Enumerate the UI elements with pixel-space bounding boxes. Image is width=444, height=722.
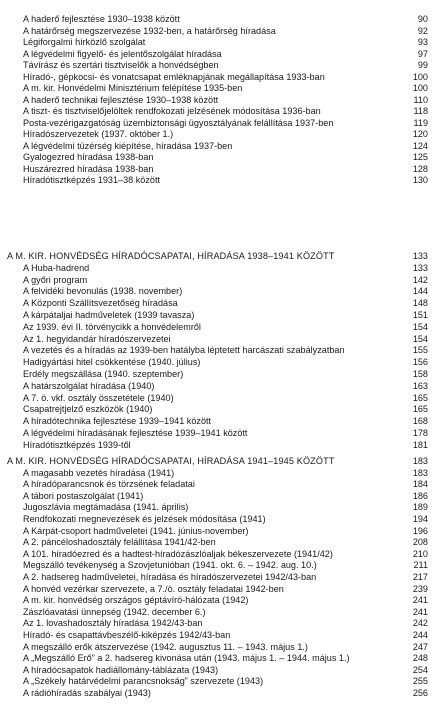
entry-title: A felvidéki bevonulás (1938. november)	[23, 286, 183, 297]
section-heading	[0, 455, 444, 467]
toc-entry	[0, 687, 444, 699]
toc-entry	[0, 641, 444, 653]
entry-page-number: 255	[412, 676, 428, 687]
entry-title: Huszárezred híradása 1938-ban	[23, 163, 154, 174]
entry-page-number: 158	[412, 369, 428, 379]
entry-title: A győri program	[23, 274, 88, 285]
toc-entry	[0, 94, 444, 106]
entry-page-number: 165	[412, 392, 428, 403]
toc-entry	[0, 664, 444, 676]
toc-entry	[0, 571, 444, 583]
toc-entry	[0, 675, 444, 687]
entry-title: A Központi Szállítsvezetőség híradása	[23, 298, 178, 309]
entry-page-number: 124	[412, 140, 428, 151]
section-heading	[0, 250, 444, 262]
entry-page-number: 133	[412, 262, 428, 273]
toc-entry	[0, 321, 444, 333]
entry-title: A határszolgálat híradása (1940)	[23, 380, 155, 391]
toc-entry	[0, 536, 444, 548]
entry-title: Híradótisztképzés 1931–38 között	[23, 175, 160, 185]
toc-entry	[0, 285, 444, 297]
entry-title: A légvédelmi tüzérség kiépítése, híradása 1937-ben	[23, 140, 233, 151]
toc-entry	[0, 25, 444, 37]
entry-title: A híradóparancsnok és törzsének feladatai	[23, 479, 195, 490]
toc-entry	[0, 59, 444, 71]
section-heading-title: A M. KIR. HONVÉDSÉG HÍRADÓCSAPATAI, HÍRADÁSA 1938–1941 KÖZÖTT	[7, 251, 335, 261]
entry-title: Rendfokozati megnevezések és jelzések módosítása (1941)	[23, 514, 266, 524]
entry-page-number: 241	[412, 595, 428, 606]
entry-page-number: 186	[412, 490, 428, 501]
entry-page-number: 97	[417, 48, 428, 59]
toc-entry	[0, 82, 444, 94]
entry-title: A légvédelmi figyelő- és jelentőszolgálat híradása	[23, 48, 222, 59]
entry-page-number: 155	[412, 345, 428, 356]
entry-page-number: 210	[412, 548, 428, 559]
toc-entry	[0, 36, 444, 48]
toc-entry	[0, 617, 444, 629]
toc-entry	[0, 297, 444, 309]
toc-entry	[0, 467, 444, 479]
toc-entry	[0, 105, 444, 117]
entry-title: A honvéd vezérkar szervezete, a 7./ö. osztály feladatai 1942-ben	[23, 583, 284, 594]
section-heading-page-number: 133	[412, 251, 428, 261]
toc-entry	[0, 439, 444, 451]
entry-title: A haderő technikai fejlesztése 1930–1938 között	[23, 94, 219, 105]
toc-entry	[0, 174, 444, 186]
entry-page-number: 151	[412, 310, 428, 320]
entry-page-number: 256	[412, 688, 428, 698]
toc-entry	[0, 606, 444, 618]
entry-title: Erdély megszállása (1940. szeptember)	[23, 369, 184, 379]
entry-title: Híradószervezetek (1937. október 1.)	[23, 129, 174, 139]
entry-page-number: 208	[412, 537, 428, 548]
entry-page-number: 144	[412, 286, 428, 297]
toc-entry	[0, 368, 444, 380]
toc-entry	[0, 594, 444, 606]
entry-page-number: 248	[412, 653, 428, 664]
entry-page-number: 156	[412, 357, 428, 368]
entry-page-number: 148	[412, 298, 428, 309]
entry-title: Híradótisztképzés 1939-től	[23, 439, 131, 450]
entry-title: Híradó-, gépkocsi- és vonatcsapat emléknapjának megállapítása 1933-ban	[23, 71, 325, 82]
entry-page-number: 178	[412, 428, 428, 438]
entry-title: A magasabb vezetés híradása (1941)	[23, 467, 175, 478]
toc-entry	[0, 344, 444, 356]
toc-entry	[0, 652, 444, 664]
entry-page-number: 118	[413, 106, 428, 116]
toc-entry	[0, 559, 444, 571]
entry-title: A 2. páncéloshadosztály felállítása 1941/42-ben	[23, 537, 216, 548]
toc-entry	[0, 380, 444, 392]
entry-title: A vezetés és a híradás az 1939-ben hatályba léptetett harcászati szabályzatban	[23, 345, 345, 356]
entry-title: A megszálló erők átszervezése (1942. augusztus 11. – 1943. május 1.)	[23, 641, 308, 652]
toc-entry	[0, 513, 444, 525]
entry-title: A híradótechnika fejlesztése 1939–1941 között	[23, 416, 212, 427]
entry-page-number: 189	[412, 502, 428, 513]
entry-title: A rádióhíradás szabályai (1943)	[23, 688, 151, 698]
entry-page-number: 184	[412, 479, 428, 490]
toc-entry	[0, 333, 444, 345]
toc-entry	[0, 583, 444, 595]
toc-entry	[0, 13, 444, 25]
section-heading-title: A M. KIR. HONVÉDSÉG HÍRADÓCSAPATAI, HÍRADÁSA 1941–1945 KÖZÖTT	[7, 456, 335, 466]
entry-page-number: 110	[413, 94, 428, 105]
entry-page-number: 194	[412, 514, 428, 524]
toc-entry	[0, 140, 444, 152]
entry-page-number: 247	[412, 641, 428, 652]
entry-page-number: 165	[412, 404, 428, 415]
entry-title: A légvédelmi híradásának fejlesztése 1939–1941 között	[23, 428, 248, 438]
entry-title: A 2. hadsereg hadműveletei, híradása és híradószervezetei 1942/43-ban	[23, 572, 317, 582]
toc-entry	[0, 548, 444, 560]
toc-entry	[0, 403, 444, 415]
entry-title: A tábori postaszolgálat (1941)	[23, 490, 144, 501]
toc-entry	[0, 48, 444, 60]
entry-title: Légiforgalmi hírközlő szolgálat	[23, 37, 146, 47]
entry-page-number: 125	[412, 152, 428, 162]
entry-title: Távírász és szertári tisztviselők a honvédségben	[23, 60, 219, 70]
toc-entry	[0, 427, 444, 439]
entry-page-number: 120	[412, 129, 428, 139]
entry-title: A kárpátaljai hadműveletek (1939 tavasza)	[23, 310, 195, 320]
entry-title: A határőrség megszervezése 1932-ben, a határőrség híradása	[23, 25, 276, 36]
entry-title: Gyalogezred híradása 1938-ban	[23, 152, 154, 162]
toc-entry	[0, 629, 444, 641]
entry-title: A 101. híradóezred és a hadtest-híradózászlóaljak békeszervezete (1941/42)	[23, 548, 333, 559]
entry-page-number: 239	[412, 583, 428, 594]
entry-title: A haderő fejlesztése 1930–1938 között	[23, 14, 180, 24]
toc-entry	[0, 274, 444, 286]
entry-page-number: 130	[412, 175, 428, 185]
entry-title: A híradócsapatok hadiállomány-táblázata (1943)	[23, 664, 219, 675]
toc-entry	[0, 525, 444, 537]
entry-page-number: 99	[417, 60, 428, 70]
entry-title: Az 1. lovashadosztály híradása 1942/43-ban	[23, 618, 203, 629]
toc-entry	[0, 117, 444, 129]
entry-page-number: 254	[412, 664, 428, 675]
entry-title: Posta-vezérigazgatóság üzembiztonsági ügyosztályának felállítása 1937-ben	[23, 117, 334, 128]
entry-page-number: 211	[413, 560, 428, 571]
entry-page-number: 119	[413, 117, 428, 128]
entry-title: A m. kir. Honvédelmi Minisztérium felépítése 1935-ben	[23, 83, 243, 93]
toc-entry	[0, 356, 444, 368]
entry-page-number: 92	[417, 25, 428, 36]
entry-page-number: 183	[412, 467, 428, 478]
entry-title: Megszálló tevékenység a Szovjetunióban (1941. okt. 6. – 1942. aug. 10.)	[23, 560, 317, 571]
entry-page-number: 181	[412, 439, 428, 450]
entry-title: Hadigyártási hitel csökkentése (1940. július)	[23, 357, 201, 368]
entry-title: A 7. ö. vkf. osztály összetétele (1940)	[23, 392, 174, 403]
entry-page-number: 217	[412, 572, 428, 582]
entry-title: A Huba-hadrend	[23, 262, 90, 273]
section-heading-page-number: 183	[412, 456, 428, 466]
entry-page-number: 100	[412, 71, 428, 82]
toc-entry	[0, 309, 444, 321]
toc-entry	[0, 501, 444, 513]
entry-title: A m. kir. honvédség országos géptávíró-hálózata (1942)	[23, 595, 249, 606]
toc-entry	[0, 262, 444, 274]
entry-page-number: 90	[417, 14, 428, 24]
entry-page-number: 128	[412, 163, 428, 174]
entry-page-number: 196	[412, 525, 428, 536]
toc-entry	[0, 128, 444, 140]
entry-page-number: 242	[412, 618, 428, 629]
toc-entry	[0, 415, 444, 427]
entry-page-number: 100	[412, 83, 428, 93]
entry-title: Híradó- és csapattávbeszélő-kiképzés 1942/43-ban	[23, 630, 231, 640]
entry-title: Csapatrejtjelző eszközök (1940)	[23, 404, 153, 415]
entry-title: A „Székely határvédelmi parancsnokság” szervezete (1943)	[23, 676, 264, 687]
entry-title: Az 1. hegyidandár híradószervezetei	[23, 333, 171, 344]
toc-entry	[0, 392, 444, 404]
entry-title: A Kárpát-csoport hadműveletei (1941. június-november)	[23, 525, 249, 536]
entry-page-number: 154	[412, 333, 428, 344]
entry-page-number: 142	[412, 274, 428, 285]
entry-title: Zászlóavatási ünnepség (1942. december 6.)	[23, 606, 206, 617]
entry-title: A tiszt- és tisztviselőjelöltek rendfokozati jelzésének módosítása 1936-ban	[23, 106, 321, 116]
toc-entry	[0, 490, 444, 502]
entry-page-number: 154	[412, 321, 428, 332]
entry-title: Jugoszlávia megtámadása (1941. április)	[23, 502, 189, 513]
entry-page-number: 163	[412, 380, 428, 391]
entry-title: Az 1939. évi II. törvénycikk a honvédelemről	[23, 321, 201, 332]
toc-entry	[0, 71, 444, 83]
entry-page-number: 241	[412, 606, 428, 617]
toc-entry	[0, 478, 444, 490]
entry-title: A „Megszálló Erő” a 2. hadsereg kivonása után (1943. május 1. – 1944. május 1.)	[23, 653, 350, 664]
entry-page-number: 168	[412, 416, 428, 427]
toc-entry	[0, 163, 444, 175]
entry-page-number: 93	[417, 37, 428, 47]
toc-entry	[0, 151, 444, 163]
entry-page-number: 244	[412, 630, 428, 640]
